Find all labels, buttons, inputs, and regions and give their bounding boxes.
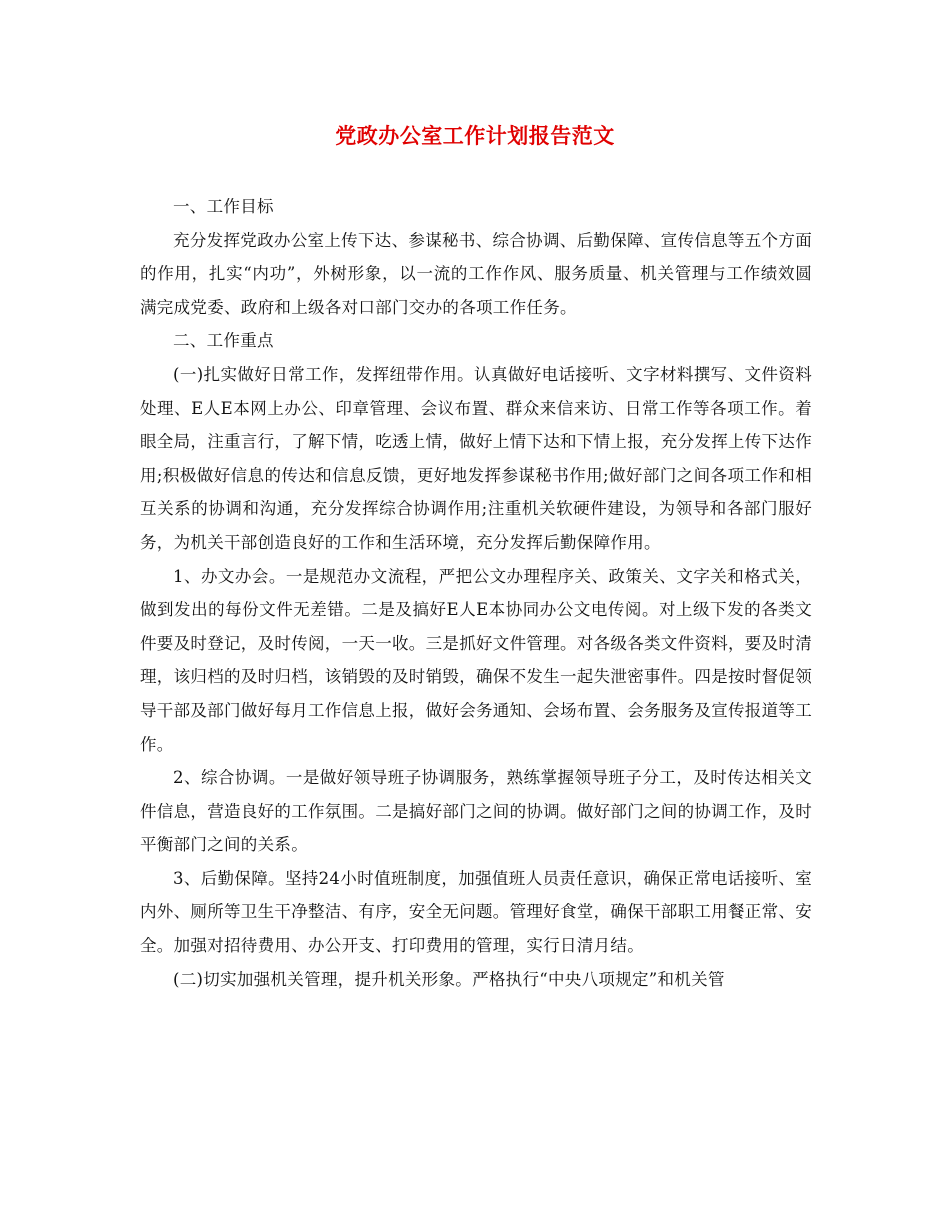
paragraph-goals: 充分发挥党政办公室上传下达、参谋秘书、综合协调、后勤保障、宣传信息等五个方面的作用，扎实“内功”，外树形象，以一流的工作作风、服务质量、机关管理与工作绩效圆满完成党委、政府和上级各对口部门交办的各项工作任务。 xyxy=(140,230,812,317)
document-body xyxy=(140,190,812,996)
paragraph-office-management: (二)切实加强机关管理，提升机关形象。严格执行“中央八项规定”和机关管 xyxy=(173,969,725,989)
paragraph-coordination: 2、综合协调。一是做好领导班子协调服务，熟练掌握领导班子分工，及时传达相关文件信息，营造良好的工作氛围。二是搞好部门之间的协调。做好部门之间的协调工作，及时平衡部门之间的关系。 xyxy=(140,768,812,855)
section-heading-priorities: 二、工作重点 xyxy=(173,331,274,351)
document-title: 党政办公室工作计划报告范文 xyxy=(335,123,615,148)
paragraph-logistics: 3、后勤保障。坚持24小时值班制度，加强值班人员责任意识，确保正常电话接听、室内外、厕所等卫生干净整洁、有序，安全无问题。管理好食堂，确保干部职工用餐正常、安全。加强对招待费用、办公开支、打印费用的管理，实行日清月结。 xyxy=(140,868,812,956)
paragraph-documents-meetings: 1、办文办会。一是规范办文流程，严把公文办理程序关、政策关、文字关和格式关，做到发出的每份文件无差错。二是及搞好E人E本协同办公文电传阅。对上级下发的各类文件要及时登记，及时传阅，一天一收。三是抓好文件管理。对各级各类文件资料，要及时清理，该归档的及时归档，该销毁的及时销毁，确保不发生一起失泄密事件。四是按时督促领导干部及部门做好每月工作信息上报，做好会务通知、会场布置、会务服务及宣传报道等工作。 xyxy=(140,566,812,754)
section-heading-goals: 一、工作目标 xyxy=(173,197,274,216)
paragraph-daily-work: (一)扎实做好日常工作，发挥纽带作用。认真做好电话接听、文字材料撰写、文件资料处理、E人E本网上办公、印章管理、会议布置、群众来信来访、日常工作等各项工作。着眼全局，注重言行，了解下情，吃透上情，做好上情下达和下情上报，充分发挥上传下达作用;积极做好信息的传达和信息反馈，更好地发挥参谋秘书作用;做好部门之间各项工作和相互关系的协调和沟通，充分发挥综合协调作用;注重机关软硬件建设，为领导和各部门服好务，为机关干部创造良好的工作和生活环境，充分发挥后勤保障作用。 xyxy=(140,364,812,552)
